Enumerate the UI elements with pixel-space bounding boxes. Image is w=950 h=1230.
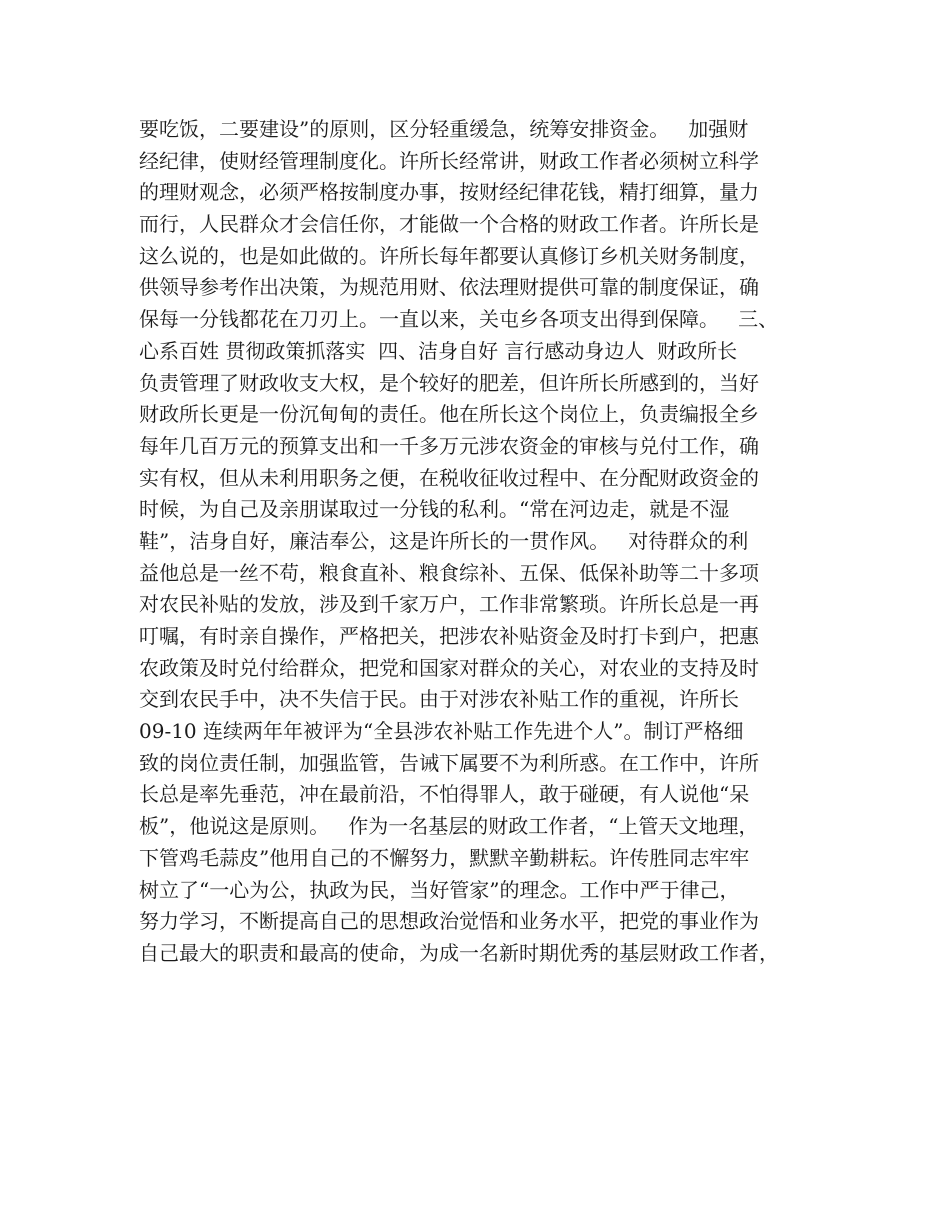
text-line: 致的岗位责任制，加强监管，告诫下属要不为利所惑。在工作中，许所 [139, 750, 759, 775]
text-line: 树立了“一心为公，执政为民，当好管家”的理念。工作中严于律己， [139, 877, 740, 902]
text-line: 对农民补贴的发放，涉及到千家万户，工作非常繁琐。许所长总是一再 [139, 592, 759, 617]
text-line: 长总是率先垂范，冲在最前沿，不怕得罪人，敢于碰硬，有人说他“呆 [139, 782, 750, 807]
text-line: 这么说的，也是如此做的。许所长每年都要认真修订乡机关财务制度， [139, 243, 759, 268]
text-line: 要吃饭，二要建设”的原则，区分轻重缓急，统筹安排资金。 加强财 [139, 117, 749, 141]
text-line: 的理财观念，必须严格按制度办事，按财经纪律花钱，精打细算，量力 [139, 180, 759, 205]
text-line: 叮嘱，有时亲自操作，严格把关，把涉农补贴资金及时打卡到户，把惠 [139, 624, 759, 648]
text-line: 下管鸡毛蒜皮”他用自己的不懈努力，默默辛勤耕耘。许传胜同志牢牢 [139, 845, 750, 870]
text-line: 农政策及时兑付给群众，把党和国家对群众的关心，对农业的支持及时 [139, 655, 759, 680]
text-line: 实有权，但从未利用职务之便，在税收征收过程中、在分配财政资金的 [139, 465, 759, 490]
text-line: 交到农民手中，决不失信于民。由于对涉农补贴工作的重视，许所长 [139, 687, 739, 712]
text-line: 努力学习，不断提高自己的思想政治觉悟和业务水平，把党的事业作为 [139, 909, 759, 934]
text-line: 心系百姓 贯彻政策抓落实 四、洁身自好 言行感动身边人 财政所长 [139, 338, 738, 363]
text-line: 鞋”，洁身自好，廉洁奉公，这是许所长的一贯作风。 对待群众的利 [139, 528, 749, 553]
text-line: 供领导参考作出决策，为规范用财、依法理财提供可靠的制度保证，确 [139, 275, 759, 300]
text-line: 自己最大的职责和最高的使命，为成一名新时期优秀的基层财政工作者， [139, 940, 779, 965]
text-line: 益他总是一丝不苟，粮食直补、粮食综补、五保、低保补助等二十多项 [139, 560, 759, 585]
text-line: 每年几百万元的预算支出和一千多万元涉农资金的审核与兑付工作，确 [139, 433, 759, 458]
text-line: 而行，人民群众才会信任你，才能做一个合格的财政工作者。许所长是 [139, 212, 759, 237]
text-line: 经纪律，使财经管理制度化。许所长经常讲，财政工作者必须树立科学 [139, 148, 759, 173]
text-line: 财政所长更是一份沉甸甸的责任。他在所长这个岗位上，负责编报全乡 [139, 402, 759, 427]
text-line: 时候，为自己及亲朋谋取过一分钱的私利。“常在河边走，就是不湿 [139, 497, 730, 522]
text-line: 板”，他说这是原则。 作为一名基层的财政工作者，“上管天文地理， [139, 814, 759, 839]
text-line: 负责管理了财政收支大权，是个较好的肥差，但许所长所感到的，当好 [139, 370, 759, 395]
body-text [139, 114, 839, 970]
text-line: 09-10 连续两年年被评为“全县涉农补贴工作先进个人”。制订严格细 [139, 719, 744, 744]
text-line: 保每一分钱都花在刀刃上。一直以来，关屯乡各项支出得到保障。 三、 [139, 307, 779, 332]
